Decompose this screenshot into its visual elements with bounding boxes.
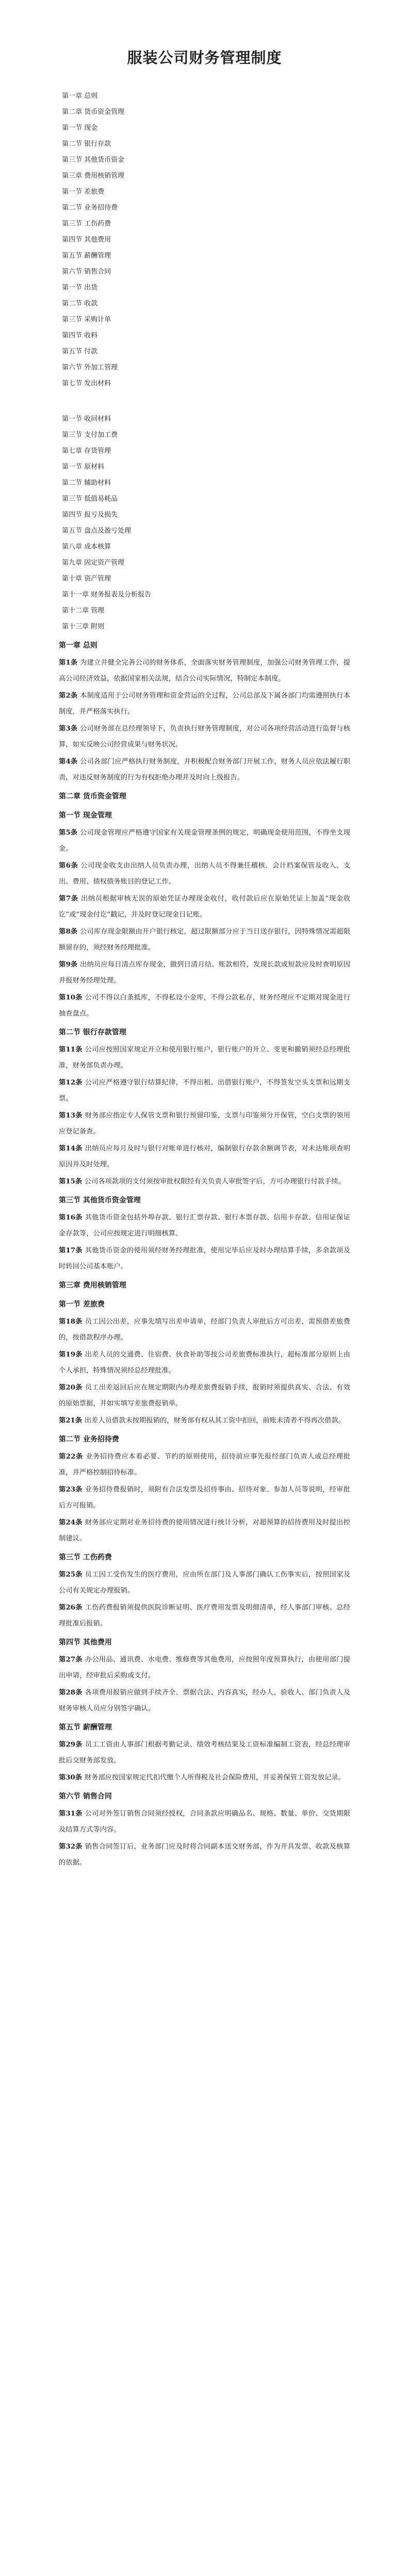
article-number: 第14条 (59, 1145, 85, 1153)
article-number: 第4条 (59, 758, 80, 766)
toc-item: 第九章 固定资产管理 (62, 559, 125, 567)
article-number: 第8条 (59, 928, 80, 936)
article-number: 第18条 (59, 1318, 85, 1326)
section-heading: 第一节 差旅费 (59, 1300, 105, 1309)
article-paragraph (59, 858, 350, 890)
toc-item: 第六节 销售合同 (62, 268, 111, 276)
article-text: 公司财务部在总经理领导下，负责执行财务管理制度，对公司各项经营活动进行监督与核算，如实反映公司经营成果与财务状况。 (59, 725, 350, 749)
article-paragraph (59, 1075, 350, 1107)
toc-item: 第二节 业务招待费 (62, 204, 118, 212)
article-paragraph (59, 1413, 350, 1429)
article-number: 第10条 (59, 994, 85, 1002)
article-number: 第7条 (59, 895, 81, 903)
article-text: 其他货币资金包括外埠存款、银行汇票存款、银行本票存款、信用卡存款、信用证保证金存款等，公司应按规定进行明细核算。 (59, 1214, 350, 1238)
article-paragraph (59, 1347, 350, 1379)
toc-item: 第五节 盘点及盈亏处理 (62, 527, 132, 535)
toc-item: 第一节 现金 (62, 124, 98, 132)
toc-item: 第十一章 财务报表及分析报告 (62, 591, 152, 599)
article-text: 员工出差返回后应在规定期限内办理差旅费报销手续，报销时须提供真实、合法、有效的原始票据，并如实填写差旅费报销单。 (59, 1384, 350, 1408)
article-text: 公司各项款项的支付须按审批权限经有关负责人审批签字后，方可办理银行付款手续。 (84, 1178, 346, 1185)
article-number: 第22条 (59, 1453, 86, 1461)
article-paragraph (59, 1314, 350, 1346)
article-paragraph (59, 1243, 350, 1275)
article-paragraph (59, 721, 350, 753)
toc-item: 第七章 存货管理 (62, 447, 111, 455)
article-paragraph (59, 1449, 350, 1481)
toc-item: 第五节 付款 (62, 348, 98, 355)
section-heading: 第五节 薪酬管理 (59, 1723, 112, 1732)
article-paragraph (59, 688, 350, 720)
article-paragraph (59, 754, 350, 786)
section-heading: 第二章 货币资金管理 (59, 792, 126, 801)
article-number: 第2条 (59, 692, 80, 700)
toc-item: 第一节 收回材料 (62, 415, 111, 423)
document-title: 服装公司财务管理制度 (127, 49, 282, 66)
article-paragraph (59, 1210, 350, 1242)
article-number: 第12条 (59, 1079, 85, 1087)
article-number: 第24条 (59, 1519, 85, 1527)
article-text: 公司对外签订销售合同须经授权，合同条款应明确品名、规格、数量、单价、交货期限及结算方式等内容。 (59, 1810, 350, 1834)
toc-item: 第三章 费用核销管理 (62, 172, 125, 180)
article-paragraph (59, 1652, 350, 1684)
article-text: 本制度适用于公司财务管理和资金营运的全过程，公司总部及下属各部门均需遵照执行本制度，并严格落实执行。 (59, 692, 350, 716)
article-number: 第21条 (59, 1417, 85, 1425)
toc-item: 第二节 收款 (62, 300, 98, 308)
toc-gap (62, 392, 350, 411)
section-heading: 第六节 销售合同 (59, 1792, 112, 1801)
article-text: 员工因公出差，应事先填写出差申请单，经部门负责人审批后方可出差，需预借差旅费的，按借款程序办理。 (59, 1318, 350, 1342)
article-paragraph (59, 1174, 350, 1190)
article-text: 其他货币资金的使用须经财务经理批准，使用完毕后应及时办理结算手续，多余款项及时转回公司基本账户。 (59, 1247, 350, 1270)
article-text: 员工工资由人事部门根据考勤记录、绩效考核结果及工资标准编制工资表，经总经理审批后交财务部发放。 (59, 1741, 350, 1765)
article-paragraph (59, 1737, 350, 1769)
toc-item: 第八章 成本核算 (62, 543, 111, 551)
toc-item: 第四节 报亏及损失 (62, 511, 118, 519)
article-paragraph (59, 1567, 350, 1599)
article-number: 第15条 (59, 1178, 85, 1185)
section-heading: 第三章 费用核销管理 (59, 1281, 126, 1290)
article-text: 各项费用报销应做到手续齐全、票据合法、内容真实，经办人、验收人、部门负责人及财务审核人员应分别签字确认。 (59, 1689, 350, 1713)
section-heading: 第三节 其他货币资金管理 (59, 1196, 141, 1205)
article-text: 公司各部门应严格执行财务制度，并积极配合财务部门开展工作，财务人员应依法履行职责，对违反财务制度的行为有权拒绝办理并及时向上级报告。 (59, 758, 350, 782)
article-text: 公司库存现金限额由开户银行核定，超过限额部分应于当日送存银行，因特殊情况需超限额留存的，须经财务经理批准。 (59, 928, 350, 952)
section-heading: 第四节 其他费用 (59, 1638, 112, 1647)
toc-item: 第一章 总则 (62, 92, 98, 100)
article-number: 第20条 (59, 1384, 85, 1392)
article-text: 出差人员借款未按期报销的，财务部有权从其工资中扣回，前账未清者不得再次借款。 (84, 1417, 346, 1425)
article-text: 公司应按照国家规定开立和使用银行账户，银行账户的开立、变更和撤销须经总经理批准，财务部负责办理。 (59, 1046, 350, 1070)
article-text: 销售合同签订后，业务部门应及时将合同副本送交财务部，作为开具发票、收款及核算的依据。 (59, 1843, 350, 1867)
article-number: 第29条 (59, 1741, 85, 1749)
article-text: 财务部应定期对业务招待费的使用情况进行统计分析，对超预算的招待费用及时提出控制建议。 (59, 1519, 350, 1543)
toc-item: 第六节 外加工管理 (62, 364, 118, 371)
article-text: 财务部应指定专人保管支票和银行预留印鉴，支票与印鉴须分开保管，空白支票的领用应登记备查。 (59, 1112, 350, 1136)
toc-item: 第三节 支付加工费 (62, 431, 118, 439)
article-number: 第26条 (59, 1604, 85, 1612)
article-text: 公司不得以白条抵库，不得私设小金库，不得公款私存，财务经理应不定期对现金进行抽查盘点。 (59, 994, 350, 1018)
article-text: 出纳员应每月及时与银行对账单进行核对，编制银行存款余额调节表，对未达账项查明原因并及时处理。 (59, 1145, 350, 1168)
article-number: 第13条 (59, 1112, 85, 1120)
toc-item: 第十二章 管理 (62, 607, 105, 615)
toc-item: 第二节 辅助材料 (62, 479, 111, 487)
article-paragraph (59, 655, 350, 687)
article-paragraph (59, 1685, 350, 1717)
article-number: 第9条 (59, 961, 80, 969)
article-number: 第6条 (59, 862, 81, 870)
toc-item: 第一节 原材料 (62, 463, 105, 471)
article-paragraph (59, 1600, 350, 1632)
toc-item: 第三节 其他货币资金 (62, 156, 125, 164)
article-number: 第27条 (59, 1656, 85, 1664)
article-text: 公司应严格遵守银行结算纪律，不得出租、出借银行账户，不得签发空头支票和远期支票。 (59, 1079, 350, 1103)
article-number: 第11条 (59, 1046, 85, 1054)
toc-item: 第一节 差旅费 (62, 188, 105, 196)
article-paragraph (59, 990, 350, 1022)
article-text: 出纳员根据审核无误的原始凭证办理现金收付，收付款后应在原始凭证上加盖“现金收讫”或“现金付讫”戳记，并及时登记现金日记账。 (59, 895, 351, 919)
article-number: 第23条 (59, 1486, 85, 1494)
article-text: 为建立并健全完善公司的财务体系，全面落实财务管理制度，加强公司财务管理工作，提高公司经济效益，依据国家相关法规，结合公司实际情况，特制定本制度。 (59, 659, 350, 683)
article-text: 出差人员的交通费、住宿费、伙食补助等按公司差旅费标准执行，超标准部分原则上由个人承担，特殊情况须经总经理批准。 (59, 1351, 350, 1375)
table-of-contents (62, 88, 350, 635)
article-paragraph (59, 1839, 350, 1871)
toc-item: 第七节 发出材料 (62, 380, 111, 387)
article-number: 第16条 (59, 1214, 85, 1222)
article-paragraph (59, 1806, 350, 1838)
article-text: 财务部应按国家规定代扣代缴个人所得税及社会保险费用，并妥善保管工资发放记录。 (84, 1774, 346, 1782)
article-paragraph (59, 924, 350, 956)
section-heading: 第二节 业务招待费 (59, 1435, 119, 1444)
section-heading: 第三节 工伤药费 (59, 1553, 112, 1562)
article-paragraph (59, 1770, 350, 1786)
article-number: 第5条 (59, 829, 80, 837)
toc-item: 第三节 采购计单 (62, 316, 111, 324)
article-number: 第17条 (59, 1247, 85, 1255)
article-text: 公司现金管理应严格遵守国家有关现金管理条例的规定，明确现金使用范围，不得坐支现金。 (59, 829, 350, 853)
article-number: 第32条 (59, 1843, 85, 1851)
article-paragraph (59, 1380, 350, 1412)
toc-item: 第十章 资产管理 (62, 575, 111, 583)
section-heading: 第一章 总则 (59, 641, 97, 650)
section-heading: 第一节 现金管理 (59, 811, 112, 820)
article-number: 第28条 (59, 1689, 85, 1697)
article-text: 出纳员应每日清点库存现金，做到日清月结、账款相符，发现长款或短款应及时查明原因并报财务经理处理。 (59, 961, 350, 985)
article-paragraph (59, 891, 350, 923)
article-paragraph (59, 1482, 350, 1514)
article-number: 第31条 (59, 1810, 85, 1818)
article-paragraph (59, 1515, 350, 1547)
article-paragraph (59, 1141, 350, 1173)
toc-item: 第五节 薪酬管理 (62, 252, 111, 260)
article-paragraph (59, 1042, 350, 1074)
toc-item: 第二章 货币资金管理 (62, 108, 125, 116)
article-text: 办公用品、通讯费、水电费、维修费等其他费用，应按照年度预算执行，由使用部门提出申请，经审批后采购或支付。 (59, 1656, 350, 1680)
toc-item: 第四节 收料 (62, 332, 98, 340)
article-number: 第3条 (59, 725, 80, 733)
article-number: 第19条 (59, 1351, 85, 1359)
article-paragraph (59, 1108, 350, 1140)
article-paragraph (59, 957, 350, 989)
article-paragraph (59, 825, 350, 857)
article-number: 第25条 (59, 1571, 85, 1579)
article-number: 第30条 (59, 1774, 85, 1782)
toc-item: 第四节 其他费用 (62, 236, 111, 244)
toc-item: 第十三章 附则 (62, 623, 105, 631)
article-text: 业务招待费应本着必要、节约的原则使用，招待前应事先报经部门负责人或总经理批准，并严格控制招待标准。 (59, 1453, 350, 1477)
article-text: 员工因工受伤发生的医疗费用，应由所在部门及人事部门确认工伤事实后，按照国家及公司有关规定办理报销。 (59, 1571, 350, 1595)
article-number: 第1条 (59, 659, 80, 667)
section-heading: 第二节 银行存款管理 (59, 1028, 126, 1037)
article-text: 业务招待费报销时，须附有合法发票及招待事由、招待对象、参加人员等说明，经审批后方可报销。 (59, 1486, 350, 1510)
article-text: 工伤药费报销须提供医院诊断证明、医疗费用发票及明细清单，经人事部门审核、总经理批准后报销。 (59, 1604, 350, 1628)
article-text: 公司现金收支由出纳人员负责办理，出纳人员不得兼任稽核、会计档案保管及收入、支出、费用、债权债务账目的登记工作。 (59, 862, 350, 886)
document-body (59, 638, 350, 1871)
toc-item: 第一节 出货 (62, 284, 98, 292)
toc-item: 第三节 工伤药费 (62, 220, 111, 228)
toc-item: 第三节 低值易耗品 (62, 495, 118, 503)
toc-item: 第二节 银行存款 (62, 140, 111, 148)
